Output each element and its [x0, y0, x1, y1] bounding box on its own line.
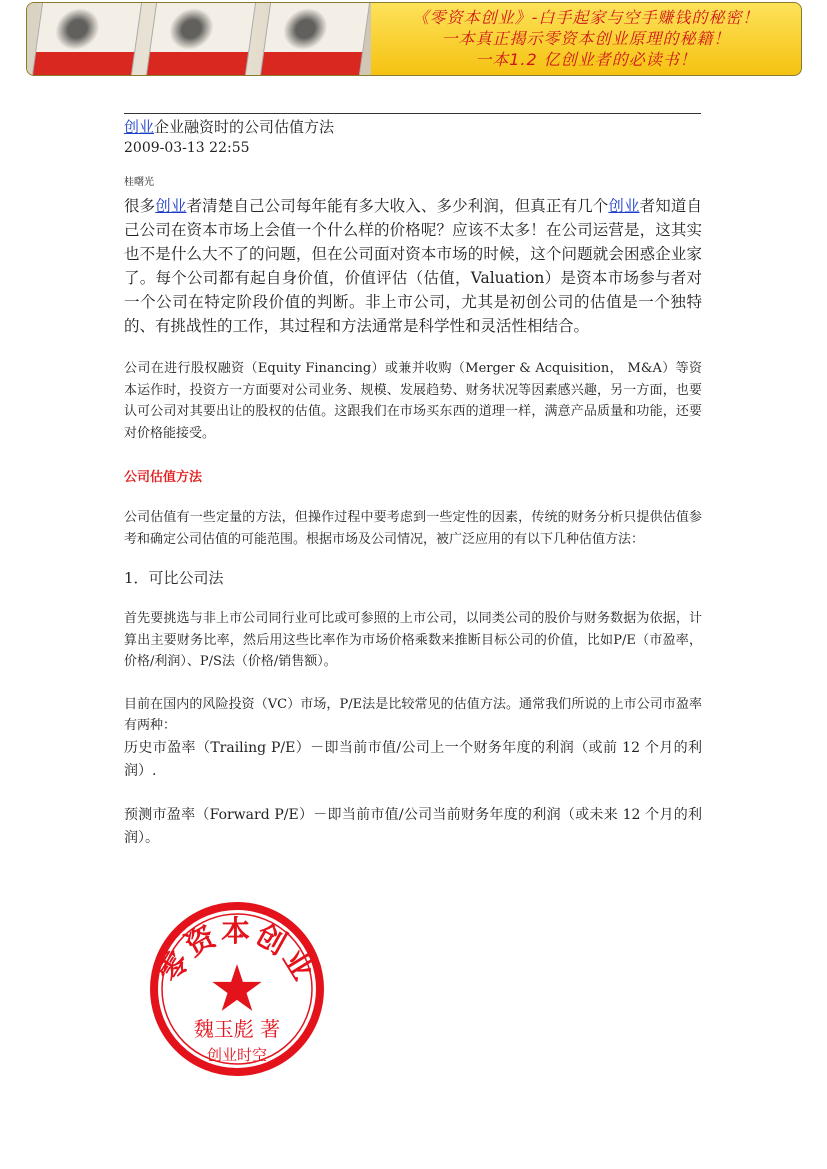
- banner-line-1: 《零资本创业》-白手起家与空手赚钱的秘密！: [412, 8, 760, 27]
- banner-text: [371, 7, 801, 70]
- paragraph-comparable: 首先要挑选与非上市公司同行业可比或可参照的上市公司，以同类公司的股价与财务数据为依据，计算出主要财务比率，然后用这些比率作为市场价格乘数来推断目标公司的价值，比如P/E（市盈率，价格/利润）、P/S法（价格/销售额）。: [124, 611, 702, 669]
- banner-line-3: 一本1.2 亿创业者的必读书！: [475, 50, 697, 69]
- seal-author: 魏玉彪 著: [193, 1017, 281, 1041]
- paragraph-forward-pe: 预测市盈率（Forward P/E）－即当前市值/公司当前财务年度的利润（或未来 12 个月的利润）。: [124, 806, 702, 846]
- book-seal-stamp: [148, 900, 326, 1078]
- seal-publisher: 创业时空: [206, 1046, 268, 1064]
- inline-link-1[interactable]: 创业: [155, 197, 187, 215]
- subsection-title: 1．可比公司法: [124, 569, 224, 587]
- book-cover-2: [145, 2, 257, 76]
- paragraph-methods: 公司估值有一些定量的方法，但操作过程中要考虑到一些定性的因素，传统的财务分析只提供估值参考和确定公司估值的可能范围。根据市场及公司情况，被广泛应用的有以下几种估值方法：: [124, 510, 702, 547]
- ad-banner[interactable]: [26, 2, 802, 76]
- article-author: 桂曙光: [124, 177, 154, 188]
- paragraph-vc-market: 目前在国内的风险投资（VC）市场，P/E法是比较常见的估值方法。通常我们所说的上市公司市盈率有两种：: [124, 696, 702, 733]
- paragraph-financing: 公司在进行股权融资（Equity Financing）或兼并收购（Merger & Acquisition， M&A）等资本运作时，投资方一方面要对公司业务、规模、发展趋势、财务状况等因素感兴趣，另一方面，也要认可公司对其要出让的股权的估值。这跟我们在市场买东西的道理一样，满意产品质量和功能，还要对价格能接受。: [124, 361, 702, 441]
- book-cover-3: [259, 2, 371, 76]
- section-heading: 公司估值方法: [124, 470, 203, 485]
- seal-arc-text: 零资本创业: [151, 914, 323, 989]
- inline-link-2[interactable]: 创业: [608, 197, 640, 215]
- paragraph-trailing-pe: 历史市盈率（Trailing P/E）－即当前市值/公司上一个财务年度的利润（或前 12 个月的利润）.: [124, 739, 702, 779]
- article-date: 2009-03-13 22:55: [124, 140, 250, 156]
- lead-paragraph: 很多创业者清楚自己公司每年能有多大收入、多少利润，但真正有几个创业者知道自己公司在资本市场上会值一个什么样的价格呢？应该不太多！在公司运营是，这其实也不是什么大不了的问题，但在公司面对资本市场的时候，这个问题就会困惑企业家了。每个公司都有起自身价值，价值评估（估值，Valuation）是资本市场参与者对一个公司在特定阶段价值的判断。非上市公司，尤其是初创公司的估值是一个独特的、有挑战性的工作，其过程和方法通常是科学性和灵活性相结合。: [124, 197, 702, 335]
- header-divider: [124, 113, 701, 114]
- seal-star-icon: [212, 964, 261, 1011]
- article: [124, 116, 702, 850]
- title-text: 企业融资时的公司估值方法: [154, 118, 335, 136]
- book-cover-1: [31, 2, 143, 76]
- title-link[interactable]: 创业: [124, 118, 155, 136]
- book-cover-strip: [27, 3, 371, 75]
- article-title: [124, 116, 702, 138]
- banner-line-2: 一本真正揭示零资本创业原理的秘籍！: [441, 29, 731, 48]
